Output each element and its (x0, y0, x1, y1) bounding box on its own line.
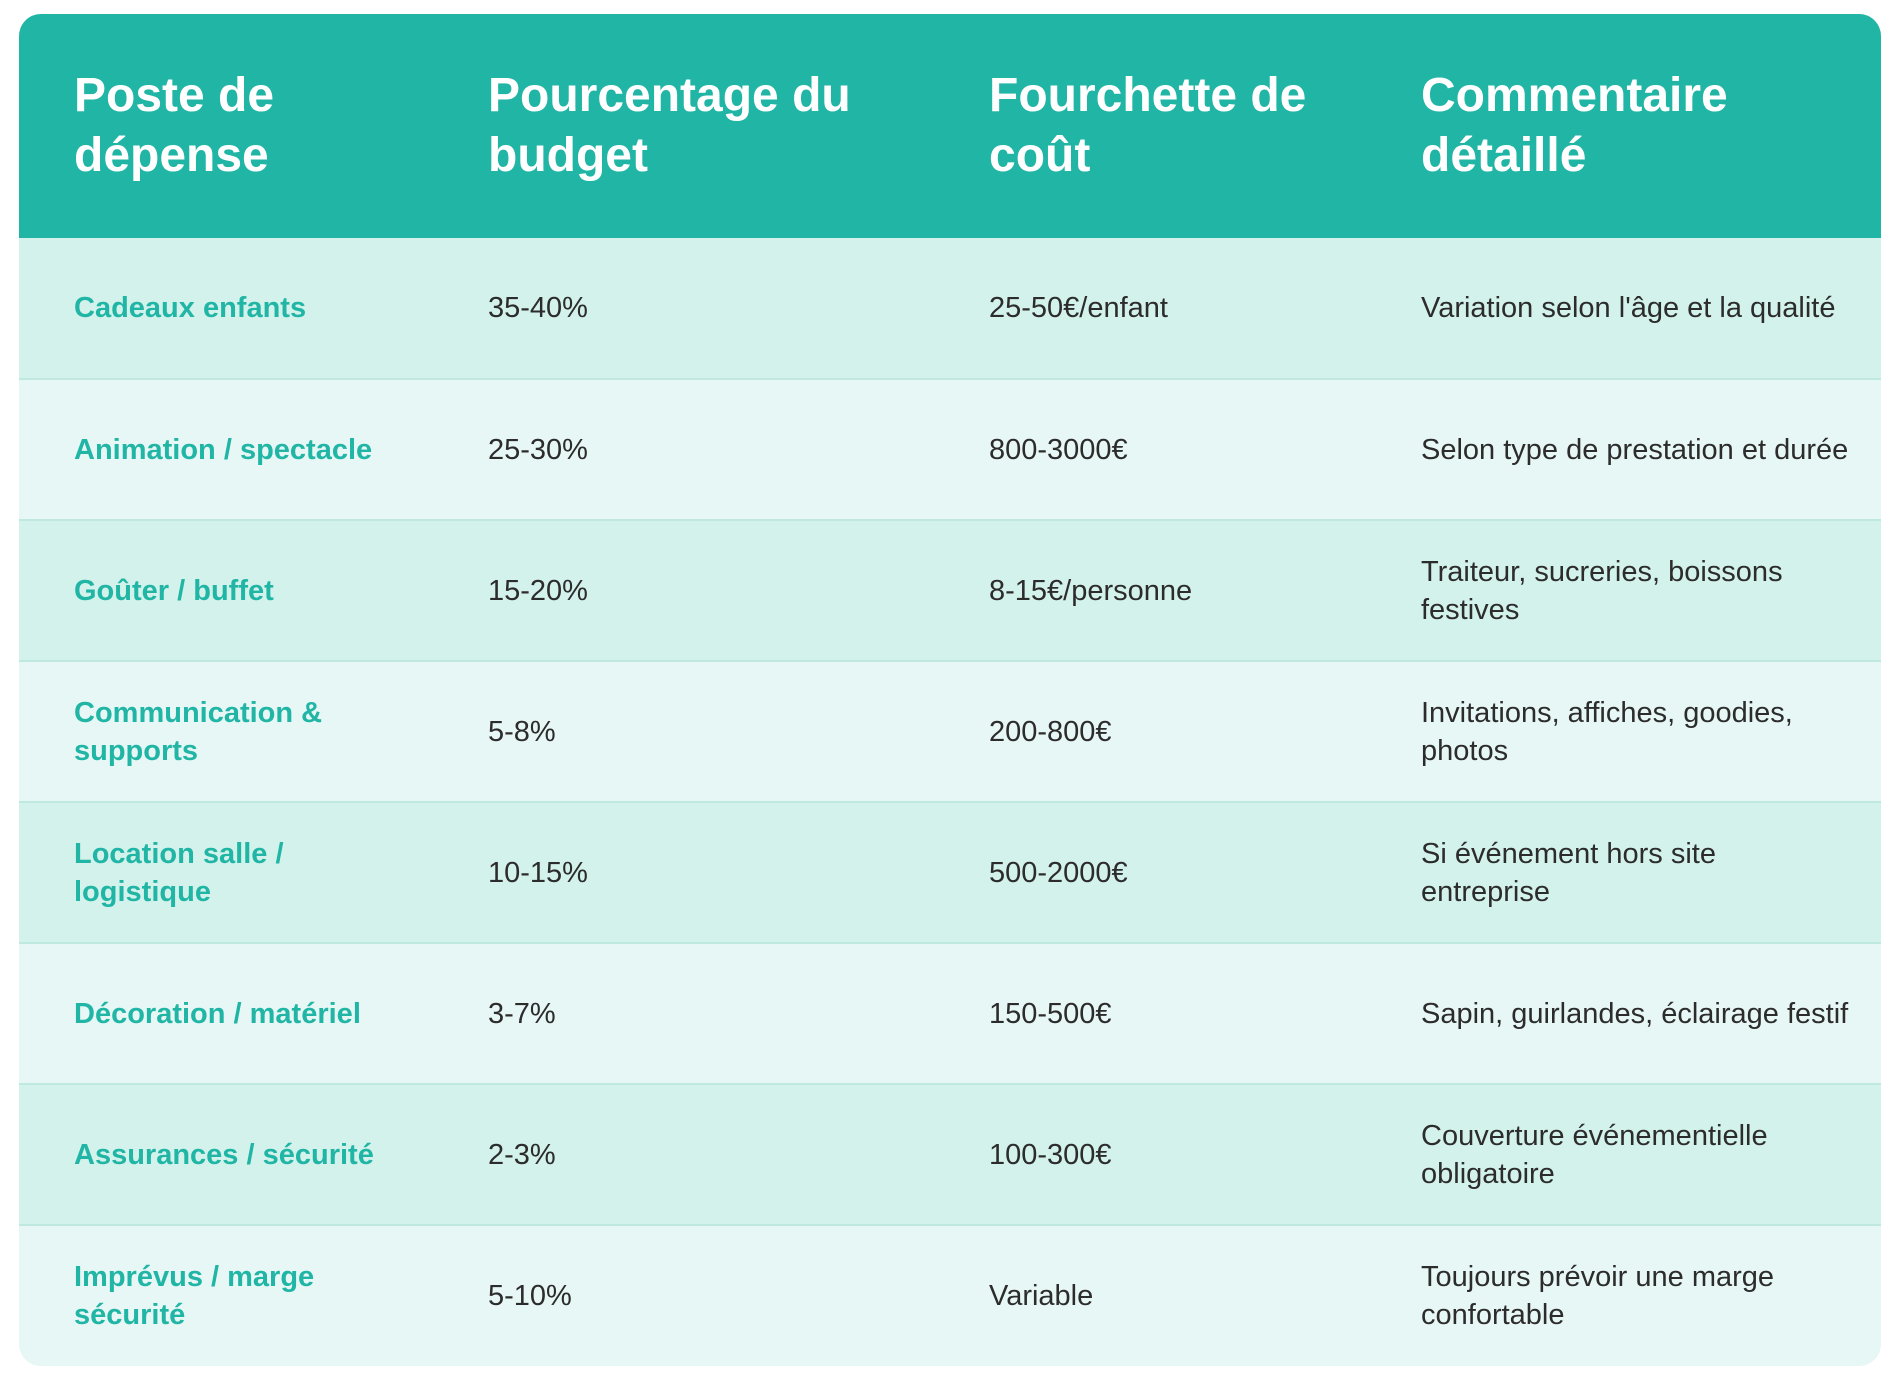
cell-percent: 5-8% (433, 661, 934, 802)
cell-comment: Si événement hors site entreprise (1366, 802, 1881, 943)
header-fourchette: Fourchette de coût (989, 69, 1307, 182)
cell-item: Décoration / matériel (19, 943, 433, 1084)
table-row (19, 1225, 1881, 1366)
cell-percent: 10-15% (433, 802, 934, 943)
cell-item: Cadeaux enfants (74, 292, 307, 324)
cell-comment: Toujours prévoir une marge confortable (1366, 1225, 1881, 1366)
header-poste: Poste de dépense (74, 69, 275, 182)
table-header (19, 14, 1881, 238)
cell-range: 500-2000€ (934, 802, 1366, 943)
cell-percent: 35-40% (488, 292, 588, 324)
cell-comment: Variation selon l'âge et la qualité (1421, 292, 1836, 324)
cell-comment: Traiteur, sucreries, boissons festives (1366, 520, 1881, 661)
header-row (19, 14, 1881, 238)
cell-range: 25-50€/enfant (989, 292, 1168, 324)
cell-item: Imprévus / marge sécurité (19, 1225, 433, 1366)
cell-item: Assurances / sécurité (19, 1084, 433, 1225)
cell-comment: Selon type de prestation et durée (1366, 379, 1881, 520)
budget-table (19, 14, 1881, 1366)
cell-comment: Invitations, affiches, goodies, photos (1366, 661, 1881, 802)
table-row (19, 802, 1881, 943)
cell-comment: Couverture événementielle obligatoire (1366, 1084, 1881, 1225)
table-row (19, 238, 1881, 379)
budget-table-card (19, 14, 1881, 1366)
cell-item: Location salle / logistique (19, 802, 433, 943)
table-row (19, 661, 1881, 802)
cell-percent: 3-7% (433, 943, 934, 1084)
cell-item: Animation / spectacle (19, 379, 433, 520)
cell-range: Variable (934, 1225, 1366, 1366)
table-row (19, 379, 1881, 520)
table-row (19, 1084, 1881, 1225)
cell-range: 200-800€ (934, 661, 1366, 802)
cell-percent: 15-20% (433, 520, 934, 661)
table-row (19, 943, 1881, 1084)
cell-item: Communication & supports (19, 661, 433, 802)
cell-percent: 5-10% (433, 1225, 934, 1366)
cell-item: Goûter / buffet (19, 520, 433, 661)
header-commentaire: Commentaire détaillé (1421, 69, 1728, 182)
cell-range: 100-300€ (934, 1084, 1366, 1225)
header-pourcentage: Pourcentage du budget (488, 69, 851, 182)
cell-range: 8-15€/personne (934, 520, 1366, 661)
cell-comment: Sapin, guirlandes, éclairage festif (1366, 943, 1881, 1084)
table-row (19, 520, 1881, 661)
cell-percent: 2-3% (433, 1084, 934, 1225)
cell-range: 800-3000€ (934, 379, 1366, 520)
cell-range: 150-500€ (934, 943, 1366, 1084)
cell-percent: 25-30% (433, 379, 934, 520)
table-body (19, 238, 1881, 1366)
